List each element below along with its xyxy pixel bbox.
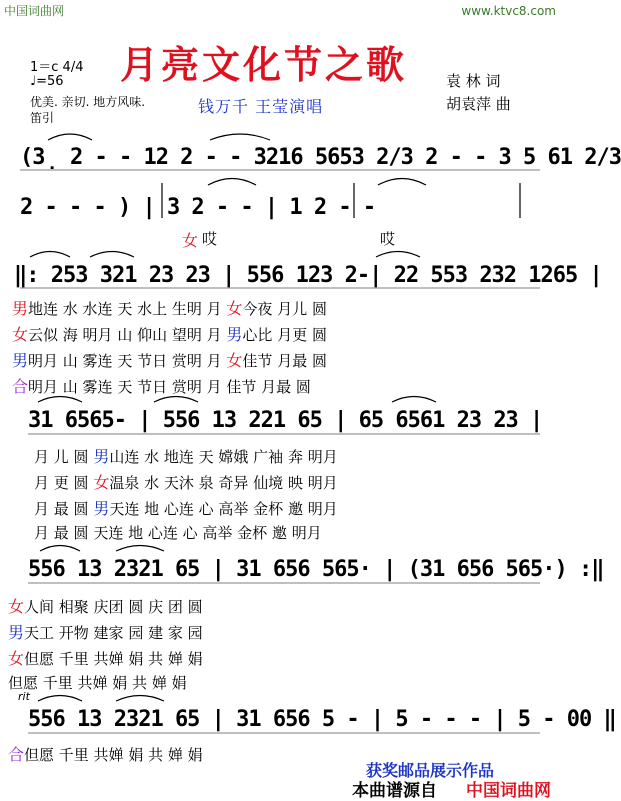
slur-mark (392, 397, 436, 403)
verse-b-text-4: 天连 地 心连 心 高举 金杯 邀 明月 (93, 524, 322, 542)
verse-b-pre-3: 月 最 圆 (34, 500, 94, 518)
verse-a-tag-2: 男 (226, 325, 243, 344)
verse-b-pre-1: 月 儿 圆 (34, 448, 94, 466)
verse-a-tag-1: 女 (226, 299, 243, 318)
footer-credit: 获奖邮品展示作品 (366, 761, 495, 780)
slur-mark (38, 696, 82, 702)
verse-a-text-3: 明月 山 雾连 天 节日 赏明 月 (28, 352, 227, 370)
slur-mark (208, 179, 256, 186)
verse-a-rest-3: 佳节 月最 圆 (242, 352, 327, 370)
verse-c-sex-2: 男 (8, 623, 25, 642)
style-note: 优美. 亲切. 地方风味. (30, 95, 146, 109)
intro-lyric-1: 哎 (202, 230, 218, 248)
intro-note: 笛引 (30, 111, 55, 125)
score-line-5: 556 13 2321 65 | 31 656 565· | (31 656 565·) :‖ (28, 557, 604, 582)
verse-a-text-2: 云似 海 明月 山 仰山 望明 月 (28, 326, 227, 344)
song-title: 月亮文化节之歌 (120, 43, 408, 87)
verse-c-text-3: 但愿 千里 共婵 娟 共 婵 娟 (24, 650, 203, 668)
slur-mark (90, 252, 134, 258)
verse-b-pre-2: 月 更 圆 (34, 474, 94, 492)
verse-a-sex-1: 男 (12, 299, 29, 318)
slur-mark (30, 252, 70, 258)
verse-a-tag-3: 女 (226, 351, 243, 370)
key-signature: 1＝c 4/4 (30, 60, 84, 75)
verse-a-text-4: 明月 山 雾连 天 节日 赏明 月 佳节 月最 圆 (28, 378, 311, 396)
slur-mark (378, 179, 426, 186)
verse-a-rest-2: 心比 月更 圆 (242, 326, 327, 344)
verse-a-sex-2: 女 (12, 325, 29, 344)
slur-mark (210, 134, 270, 140)
verse-a-sex-4: 合 (12, 377, 29, 396)
lyricist: 袁 林 词 (446, 72, 501, 90)
verse-b-text-3: 天连 地 心连 心 高举 金杯 邀 明月 (109, 500, 338, 518)
slur-mark (116, 546, 164, 552)
verse-c-text-4: 但愿 千里 共婵 娟 共 婵 娟 (8, 674, 187, 692)
verse-c-text-1: 人间 相聚 庆团 圆 庆 团 圆 (24, 598, 203, 616)
score-line-2: 2 - - - ) | 3 2 - - | 1 2 - - (20, 195, 376, 220)
score-line-1: (3̣ 2 - - 12 2 - - 3216 5653 2/3 2 - - 3 5 61 2/3 (20, 145, 621, 170)
verse-b-sex-3: 男 (93, 499, 110, 518)
final-sex: 合 (8, 745, 25, 764)
verse-b-text-1: 山连 水 地连 天 嫦娥 广袖 奔 明月 (109, 448, 338, 466)
verse-c-text-2: 天工 开物 建家 园 建 家 园 (24, 624, 203, 642)
score-line-3: ‖: 253 321 23 23 | 556 123 2-| 22 553 232 1265 | (14, 263, 602, 288)
footer-site: 中国词曲网 (466, 781, 551, 801)
verse-b-pre-4: 月 最 圆 (34, 524, 94, 542)
footer-source: 本曲谱源自 (352, 781, 437, 801)
tempo: ♩=56 (30, 74, 64, 89)
intro-lyric-2: 哎 (380, 230, 396, 248)
slur-mark (40, 546, 80, 552)
slur-mark (154, 397, 198, 403)
verse-c-sex-1: 女 (8, 597, 25, 616)
watermark-left: 中国词曲网 (4, 4, 65, 18)
verse-b-sex-1: 男 (93, 447, 110, 466)
rit-marking: rit (18, 690, 30, 703)
intro-female-tag: 女 (182, 231, 199, 250)
slur-mark (48, 134, 92, 140)
verse-b-text-2: 温泉 水 天沐 泉 奇异 仙境 映 明月 (109, 474, 338, 492)
score-line-6: 556 13 2321 65 | 31 656 5 - | 5 - - - | 5 - 00 ‖ (28, 707, 616, 732)
verse-c-sex-3: 女 (8, 649, 25, 668)
slur-mark (116, 696, 164, 702)
watermark-right: www.ktvc8.com (461, 4, 556, 18)
verse-a-sex-3: 男 (12, 351, 29, 370)
verse-b-sex-2: 女 (93, 473, 110, 492)
singers: 钱万千 王莹演唱 (198, 97, 324, 116)
slur-mark (38, 397, 82, 403)
slur-mark (376, 252, 420, 258)
composer: 胡袁萍 曲 (446, 95, 511, 113)
final-text: 但愿 千里 共婵 娟 共 婵 娟 (24, 746, 203, 764)
verse-a-text-1: 地连 水 水连 天 水上 生明 月 (28, 300, 227, 318)
verse-a-rest-1: 今夜 月儿 圆 (242, 300, 327, 318)
score-line-4: 31 6565- | 556 13 221 65 | 65 6561 23 23 | (28, 408, 543, 433)
